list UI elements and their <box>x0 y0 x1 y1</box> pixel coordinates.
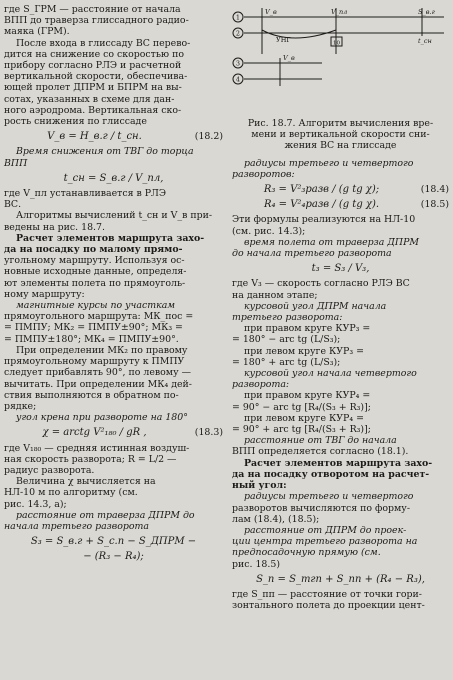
text-line: расстояние от ДПРМ до проек- <box>244 524 407 536</box>
section-heading: Расчет элементов маршрута захо- <box>244 457 433 469</box>
caption-line: Рис. 18.7. Алгоритм вычисления вре- <box>247 118 434 129</box>
scale-label-tsn: t_сн <box>418 37 432 45</box>
text-line: при левом круге КУР₄ = <box>244 412 364 424</box>
text-line: следует прибавлять 90°, по левому — <box>4 367 191 379</box>
text-line: на данном этапе; <box>232 289 318 301</box>
formula-expression: S_п = S_тгп + S_пп + (R₄ − R₃), <box>256 573 425 585</box>
text-line: зонтального полета до проекции цент- <box>232 600 425 612</box>
formula-18-5 <box>232 199 449 210</box>
text-line: ная скорость разворота; R = L/2 — <box>4 453 177 465</box>
text-line: вычитать. При определении МК₄ дей- <box>4 378 192 390</box>
text-line: (см. рис. 14.3); <box>232 225 306 237</box>
formula-18-4 <box>232 184 449 195</box>
formula-18-3 <box>4 427 223 438</box>
text-line: рис. 14.3, а); <box>4 498 67 510</box>
formula-expression: V_в = H_в.г / t_сн. <box>47 131 142 143</box>
text-line: разворота: <box>232 379 290 391</box>
formula-t-sn <box>4 173 223 184</box>
formula-expression: R₄ = V²₄разв / (g tg χ). <box>263 199 380 211</box>
text-line: где S_пп — расстояние от точки гори- <box>232 588 422 600</box>
text-line: до начала третьего разворота <box>232 248 392 260</box>
text-line: ции центра третьего разворота на <box>232 536 418 548</box>
scale-label-vv: V_в <box>265 8 277 16</box>
text-line: магнитные курсы по участкам <box>16 300 176 312</box>
text-line: начала третьего разворота <box>4 520 149 532</box>
text-line: где S_ГРМ — расстояние от начала <box>4 4 181 15</box>
text-line: Эти формулы реализуются на НЛ-10 <box>232 214 416 226</box>
formula-s3-continued <box>4 551 223 562</box>
connecting-curve <box>262 30 336 38</box>
caption-line: мени и вертикальной скорости сни- <box>251 129 430 141</box>
text-line: маяка (ГРМ). <box>4 26 70 38</box>
text-line: курсовой угол ДПРМ начала <box>244 300 387 312</box>
text-line: рость снижения по глиссаде <box>4 116 147 128</box>
formula-t3 <box>232 263 449 274</box>
formula-number: (18.2) <box>194 131 223 143</box>
text-line: ного аэродрома. Вертикальная ско- <box>4 104 182 116</box>
formula-s-p <box>232 574 449 585</box>
formula-number: (18.3) <box>194 427 223 439</box>
figure-caption <box>232 118 449 152</box>
text-line: рис. 18.5) <box>232 558 280 570</box>
text-line: НЛ-10 м по алгоритму (см. <box>4 487 138 499</box>
text-line: предпосадочную прямую (см. <box>232 547 381 559</box>
text-line: ствия выполняются в обратном по- <box>4 389 179 401</box>
formula-number: (18.5) <box>420 199 449 211</box>
marker-label: 1 <box>235 13 241 22</box>
text-line: ВПП до траверза глиссадного радио- <box>4 15 189 27</box>
text-line: радиусы третьего и четвертого <box>244 491 414 503</box>
text-line: ному маршруту: <box>4 288 85 300</box>
text-line: третьего разворота: <box>232 312 343 324</box>
text-line: ющей пролет ДПРМ и БПРМ на вы- <box>4 82 182 94</box>
marker-label: 4 <box>235 75 241 84</box>
text-line: дится на снижение со скоростью по <box>4 48 184 60</box>
text-line: разворотов: <box>232 168 295 180</box>
text-line: прямоугольному маршруту к ПМПУ <box>4 356 185 368</box>
text-line: расстояние от ТВГ до начала <box>244 435 397 447</box>
text-line: при правом круге КУР₃ = <box>244 323 371 335</box>
formula-expression: S₃ = S_в.г + S_с.п − S_ДПРМ − <box>30 536 197 548</box>
text-line: = 90° − arc tg [R₄/(S₃ + R₃)]; <box>232 401 371 413</box>
formula-s3 <box>4 536 223 547</box>
text-line: угол крена при развороте на 180° <box>16 412 188 424</box>
formula-expression: χ = arctg V²₁₈₀ / gR , <box>42 427 147 439</box>
text-line: прямоугольного маршрута: МК_пос = <box>4 311 194 323</box>
text-line: расстояние от траверза ДПРМ до <box>16 509 195 521</box>
text-line: ВПП определяется согласно (18.1). <box>232 446 409 458</box>
text-line: сотах, указанных в схеме для дан- <box>4 93 175 105</box>
box-label: 10 <box>333 40 340 47</box>
section-heading: да на посадку по малому прямо- <box>4 244 183 256</box>
left-column <box>4 4 223 567</box>
formula-18-2 <box>4 131 223 142</box>
section-heading: Расчет элементов маршрута захо- <box>16 232 205 244</box>
text-line: где V₁₈₀ — средняя истинная воздуш- <box>4 442 190 454</box>
text-line: радиусы третьего и четвертого <box>244 157 414 169</box>
text-line: прибору согласно РЛЭ и расчетной <box>4 60 182 72</box>
text-line: ведены на рис. 18.7. <box>4 221 105 233</box>
text-line: При определении МК₂ по правому <box>16 344 188 356</box>
scale-label-vv-4: V_в <box>283 54 295 62</box>
text-line: радиус разворота. <box>4 464 95 476</box>
text-line: = 180° + arc tg (L/S₃); <box>232 356 341 368</box>
text-line: новные исходные данные, определя- <box>4 266 187 278</box>
scale-label-ung: УНГ <box>276 36 291 44</box>
algorithm-figure <box>232 6 446 116</box>
section-heading: да на посадку отворотом на расчет- <box>232 468 430 480</box>
text-line: = 180° − arc tg (L/S₃); <box>232 334 341 346</box>
text-line: После входа в глиссаду ВС перево- <box>16 37 191 49</box>
formula-expression: − (R₃ − R₄); <box>83 551 144 563</box>
formula-expression: R₃ = V²₃разв / (g tg χ); <box>263 184 380 196</box>
text-line: = ПМПУ±180°; МК₄ = ПМПУ±90°. <box>4 333 179 345</box>
scale-label-vpl: V_пл <box>331 8 348 16</box>
right-column <box>232 4 449 611</box>
text-line: Алгоритмы вычислений t_сн и V_в при- <box>16 210 212 222</box>
text-line: курсовой угол начала четвертого <box>244 368 417 380</box>
formula-expression: t_сн = S_в.г / V_пл, <box>63 172 164 184</box>
text-line: вертикальной скорости, обеспечива- <box>4 71 188 83</box>
formula-expression: t₃ = S₃ / V₃, <box>311 263 370 275</box>
text-line: лам (18.4), (18.5); <box>232 513 320 525</box>
text-line: время полета от траверза ДПРМ <box>244 236 420 248</box>
text-line: при левом круге КУР₃ = <box>244 345 364 357</box>
marker-label: 3 <box>235 59 241 68</box>
caption-line: жения ВС на глиссаде <box>284 140 397 152</box>
text-line: где V₃ — скорость согласно РЛЭ ВС <box>232 278 410 290</box>
text-line: разворотов вычисляются по форму- <box>232 502 410 514</box>
text-line: угольному маршруту. Используя ос- <box>4 255 185 267</box>
text-line: при правом круге КУР₄ = <box>244 390 371 402</box>
scale-label-sg: S_в.г <box>418 8 435 16</box>
text-line: ВС. <box>4 199 22 211</box>
text-line: = ПМПУ; МК₂ = ПМПУ±90°; МК₃ = <box>4 322 183 334</box>
text-line: где V_пл устанавливается в РЛЭ <box>4 188 167 200</box>
text-line: = 90° + arc tg [R₄/(S₃ + R₃)]; <box>232 424 371 436</box>
text-line: Время снижения от ТВГ до торца <box>16 146 194 158</box>
text-line: ВПП <box>4 157 28 169</box>
formula-number: (18.4) <box>420 184 449 196</box>
text-line: ют элементы полета по прямоуголь- <box>4 277 186 289</box>
section-heading: ный угол: <box>232 480 287 492</box>
text-line: рядке; <box>4 400 37 412</box>
marker-label: 2 <box>235 29 241 38</box>
text-line: Величина χ вычисляется на <box>16 476 156 488</box>
